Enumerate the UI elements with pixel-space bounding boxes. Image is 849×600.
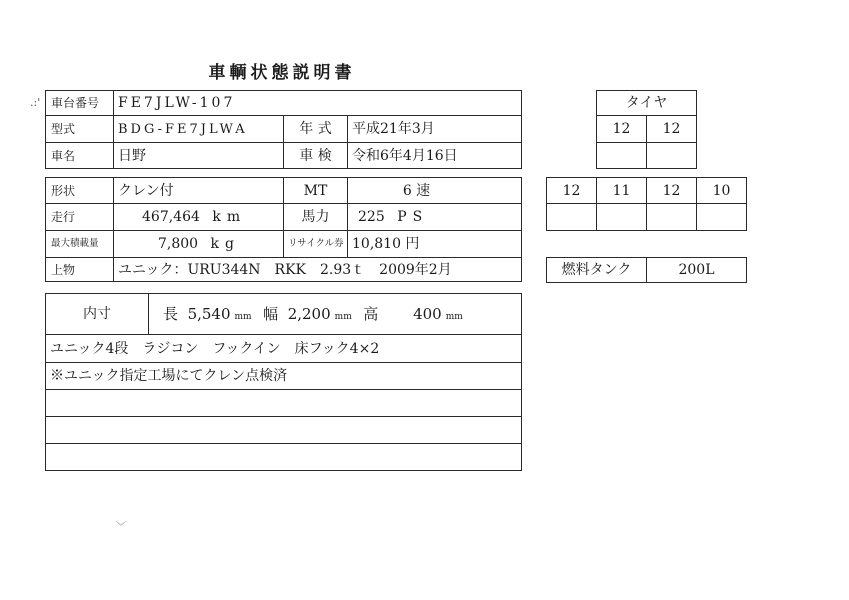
tire-rear-3: 12 <box>647 178 697 204</box>
horsepower-value: 225 <box>358 209 385 225</box>
horsepower-unit: PS <box>397 209 429 225</box>
inspection-label: 車 検 <box>284 143 348 169</box>
year-value: 平成21年3月 <box>348 116 522 143</box>
fuel-tank-table <box>546 257 747 283</box>
note-row: ユニック4段 ラジコン フックイン 床フック4×2 <box>46 335 522 363</box>
height-label: 高 <box>363 304 379 323</box>
mileage-value: 467,464 <box>142 209 200 225</box>
fuel-tank-label: 燃料タンク <box>547 258 647 283</box>
horsepower-cell <box>348 204 522 231</box>
max-load-cell <box>114 231 284 258</box>
tire-rear-blank <box>597 204 647 231</box>
notes-table <box>45 334 522 471</box>
dimensions-table <box>45 293 522 335</box>
max-load-label: 最大積載量 <box>46 231 114 258</box>
tire-rear-blank <box>547 204 597 231</box>
inner-dimensions-label: 内寸 <box>46 294 149 335</box>
vehicle-info-table <box>45 90 522 169</box>
note-row <box>46 390 522 417</box>
width-unit: mm <box>334 311 352 322</box>
model-label: 型式 <box>46 116 114 143</box>
chassis-number-value: FE7JLW-107 <box>114 91 522 116</box>
fuel-tank-value: 200L <box>647 258 747 283</box>
max-load-value: 7,800 <box>158 236 199 252</box>
model-value: BDG-FE7JLWA <box>114 116 284 143</box>
mileage-unit: km <box>212 209 247 225</box>
inner-dimensions-cell <box>149 294 522 335</box>
mileage-label: 走行 <box>46 204 114 231</box>
document-title: 車輌状態説明書 <box>208 63 356 83</box>
tire-front-left: 12 <box>597 116 647 143</box>
recycle-ticket-label: リサイクル券 <box>284 231 348 258</box>
tire-rear-blank <box>647 204 697 231</box>
note-row: ※ユニック指定工場にてクレン点検済 <box>46 363 522 390</box>
margin-mark-left: .:' <box>30 96 41 109</box>
note-row <box>46 417 522 444</box>
length-label: 長 <box>163 304 179 323</box>
mileage-cell <box>114 204 284 231</box>
tire-rear-4: 10 <box>697 178 747 204</box>
year-label: 年 式 <box>284 116 348 143</box>
equipment-value: ユニック：URU344N RKK 2.93ｔ 2009年2月 <box>114 258 522 282</box>
mt-label: MT <box>284 178 348 204</box>
make-label: 車名 <box>46 143 114 169</box>
tire-rear-table <box>546 177 747 231</box>
height-unit: mm <box>445 311 463 322</box>
shape-label: 形状 <box>46 178 114 204</box>
mt-value: 6 速 <box>348 178 522 204</box>
note-row <box>46 444 522 471</box>
recycle-ticket-value: 10,810 円 <box>348 231 522 258</box>
tire-front-table <box>596 90 697 169</box>
margin-mark-bottom: ﹀ <box>116 522 126 533</box>
tire-front-right: 12 <box>647 116 697 143</box>
length-unit: mm <box>234 311 252 322</box>
tire-rear-blank <box>697 204 747 231</box>
height-value: 400 <box>413 304 442 323</box>
width-label: 幅 <box>263 304 279 323</box>
tire-rear-1: 12 <box>547 178 597 204</box>
make-value: 日野 <box>114 143 284 169</box>
tire-front-blank <box>597 143 647 169</box>
tire-front-blank <box>647 143 697 169</box>
equipment-label: 上物 <box>46 258 114 282</box>
width-value: 2,200 <box>287 304 331 323</box>
specs-table <box>45 177 522 282</box>
length-value: 5,540 <box>187 304 231 323</box>
shape-value: クレン付 <box>114 178 284 204</box>
chassis-number-label: 車台番号 <box>46 91 114 116</box>
tire-header: タイヤ <box>597 91 697 116</box>
tire-rear-2: 11 <box>597 178 647 204</box>
horsepower-label: 馬力 <box>284 204 348 231</box>
max-load-unit: kg <box>210 236 240 252</box>
inspection-value: 令和6年4月16日 <box>348 143 522 169</box>
